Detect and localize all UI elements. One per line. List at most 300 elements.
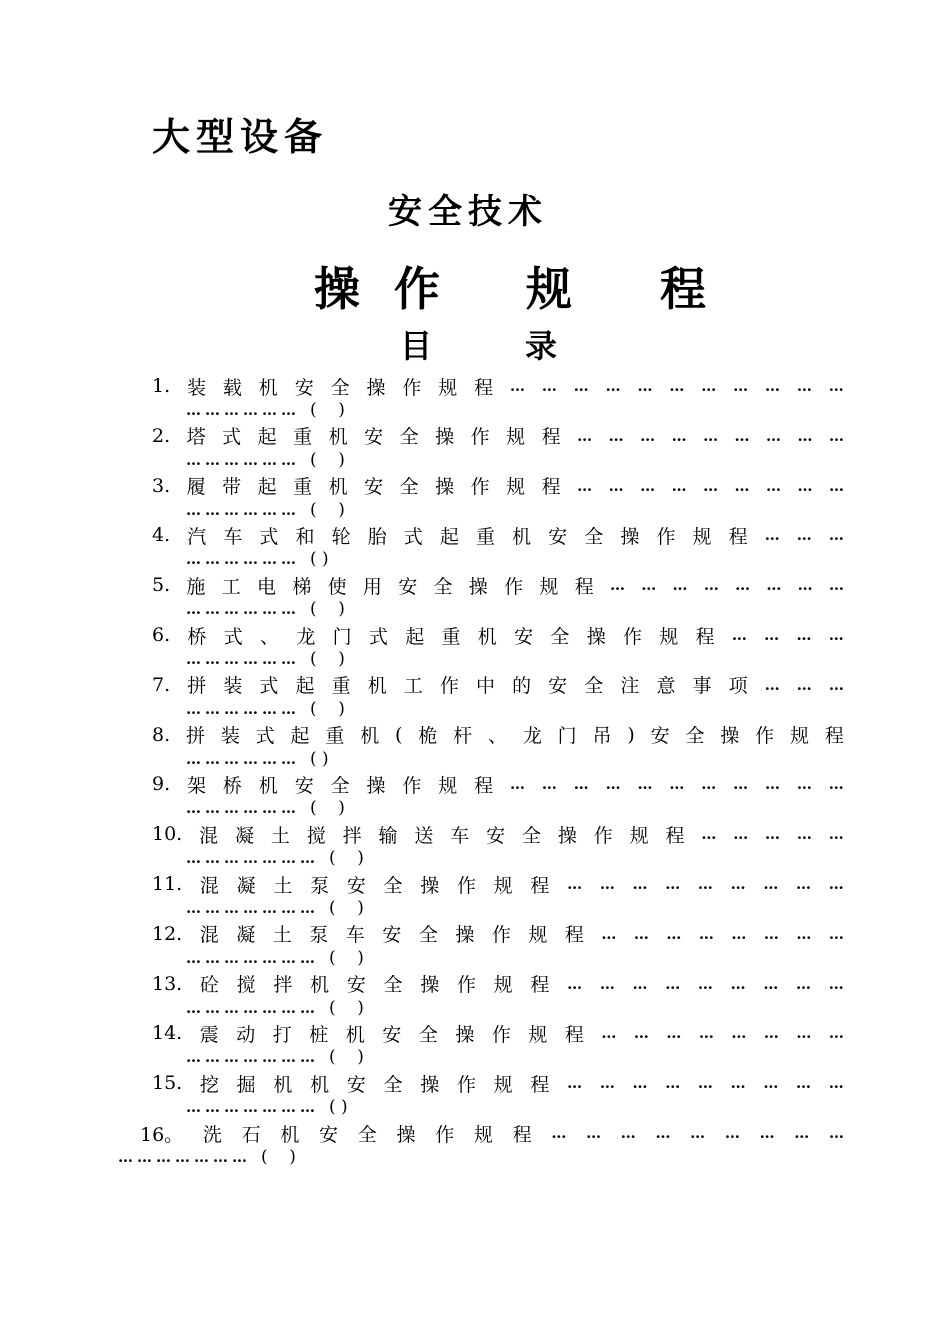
toc-entry-title-char: 使 [327, 575, 347, 598]
toc-entry-title-char: 土 [270, 824, 290, 847]
dot-leader: … [633, 924, 649, 943]
toc-entry-continuation [186, 1045, 364, 1069]
toc-entry-title-char: 操 [420, 974, 440, 997]
toc-entry-title-char: 全 [383, 974, 403, 997]
toc-entry-continuation [118, 1145, 296, 1169]
dot-leader: … [573, 775, 589, 794]
toc-entry-title-char: 规 [629, 824, 649, 847]
toc-entry-title-char: 石 [241, 1123, 261, 1146]
dot-leader: … [666, 924, 682, 943]
dot-leader: … [796, 924, 812, 943]
dot-leader: … [703, 576, 719, 595]
toc-entry-title-char: 作 [491, 924, 511, 947]
toc-entry-number: 14. [152, 1022, 183, 1045]
toc-entry-title-char: 意 [656, 675, 676, 698]
toc-entry-title-char: 安 [364, 476, 384, 499]
toc-entry [0, 474, 950, 524]
toc-entry-title-char: 搅 [306, 824, 326, 847]
dot-leader: … [765, 825, 781, 844]
toc-entry-title-char: 作 [755, 725, 775, 748]
toc-entry-title-char: 重 [441, 625, 461, 648]
dot-leader: … [828, 875, 844, 893]
toc-entry-number: 10. [152, 823, 183, 846]
dot-leader: ………………… [186, 1098, 319, 1117]
toc-entry-title-char: 规 [506, 426, 526, 449]
dot-leader: … [797, 576, 813, 595]
dot-leader: … [510, 377, 526, 395]
toc-entry-number: 15. [152, 1072, 183, 1095]
toc-entry-number: 4. [152, 524, 171, 547]
toc-entry-title-char: 作 [402, 376, 422, 399]
toc-entry-line [152, 374, 844, 398]
toc-entry-title-char: 安 [514, 625, 534, 648]
toc-entry-title-char: 汽 [187, 525, 207, 548]
toc-entry [0, 1121, 950, 1171]
toc-entry-continuation [186, 896, 364, 920]
dot-leader: … [828, 526, 844, 545]
dot-leader: … [764, 626, 780, 644]
toc-entry-title-char: 车 [450, 824, 470, 847]
toc-entry-title-char: 载 [222, 376, 242, 399]
toc-entry-title-char: 操 [366, 376, 386, 399]
dot-leader: … [794, 1124, 810, 1142]
dot-leader: … [641, 576, 657, 595]
toc-entry-title-char: 式 [368, 625, 388, 648]
toc-entry-title-char: 全 [357, 1123, 377, 1146]
dot-leader: … [796, 974, 812, 993]
toc-heading-char: 目 [400, 327, 433, 365]
toc-entry-title-char: 机 [310, 974, 330, 997]
dot-leader: … [828, 775, 844, 794]
toc-entry-title-char: 重 [475, 525, 495, 548]
dot-leader: … [665, 875, 681, 893]
dot-leader: … [577, 426, 593, 445]
toc-entry-title-char: 和 [295, 525, 315, 548]
toc-entry-title-char: ) [627, 723, 635, 746]
toc-entry-title-char: 洗 [202, 1123, 222, 1146]
toc-entry-title-char: 全 [418, 1023, 438, 1046]
toc-entry-page: ( ) [261, 1147, 296, 1167]
dot-leader: … [796, 626, 812, 644]
toc-entry-title-char: 安 [650, 725, 670, 748]
dot-leader: … [697, 974, 713, 993]
dot-leader: … [759, 1124, 775, 1142]
dot-leader: ……………… [186, 401, 300, 419]
dot-leader: … [828, 974, 844, 993]
toc-entry-title-char: 操 [468, 575, 488, 598]
toc-entry-title-char: 土 [273, 874, 293, 897]
dot-leader: … [763, 924, 779, 943]
toc-entry-page: ( ) [329, 848, 364, 869]
toc-entry-title-char: 式 [259, 525, 279, 548]
toc-entry [0, 523, 950, 573]
toc-entry-title-char: 作 [456, 874, 476, 897]
dot-leader: … [551, 1124, 567, 1142]
toc-entry-title-char: 装 [187, 376, 207, 399]
toc-entry-title-char: 机 [367, 675, 387, 698]
toc-entry-title-char: 泵 [310, 874, 330, 897]
toc-entry-title-char: 施 [186, 575, 206, 598]
toc-entry-title-char: 全 [330, 774, 350, 797]
toc-entry-title-char: 程 [728, 525, 748, 548]
toc-entry-title-char: 杆 [453, 725, 473, 748]
toc-entry-title-char: 龙 [522, 725, 542, 748]
toc-entry-title-char: 机 [273, 1073, 293, 1096]
toc-entry-title-char: 操 [435, 476, 455, 499]
toc-entry-continuation [186, 697, 345, 721]
toc-entry-title-char: 操 [455, 1023, 475, 1046]
toc-entry-title-char: 操 [420, 874, 440, 897]
toc-entry-title-char: 混 [199, 824, 219, 847]
toc-entry-continuation [186, 547, 329, 571]
toc-entry-title-char: 架 [187, 774, 207, 797]
toc-entry [0, 972, 950, 1022]
toc-entry-title-char: 起 [290, 725, 310, 748]
dot-leader: … [601, 924, 617, 943]
toc-entry-line [152, 872, 844, 896]
toc-entry-page: ( ) [329, 898, 364, 918]
toc-entry-title-char: 安 [346, 1073, 366, 1096]
toc-entry-number: 1. [152, 375, 171, 397]
toc-entry-title-char: 程 [512, 1123, 532, 1146]
toc-entry-title-char: 车 [223, 525, 243, 548]
toc-entry-title-char: 全 [685, 725, 705, 748]
toc-entry-title-char: 全 [550, 625, 570, 648]
dot-leader: … [763, 1024, 779, 1043]
dot-leader: … [766, 476, 782, 495]
toc-entry-title-char: 桅 [418, 725, 438, 748]
toc-entry-title-char: 安 [486, 824, 506, 847]
dot-leader: … [730, 875, 746, 893]
toc-entry-title-char: 式 [403, 525, 423, 548]
dot-leader: … [640, 426, 656, 445]
toc-entry-title-char: 操 [396, 1123, 416, 1146]
toc-entry-title-char: 全 [418, 924, 438, 947]
dot-leader: … [701, 825, 717, 844]
toc-entry-title-char: 桩 [309, 1023, 329, 1046]
dot-leader: … [671, 426, 687, 445]
dot-leader: … [601, 1024, 617, 1043]
dot-leader: … [637, 775, 653, 794]
toc-entry-title-char: 规 [659, 625, 679, 648]
toc-entry-title-char: 全 [433, 575, 453, 598]
toc-entry-title-char: 起 [295, 675, 315, 698]
toc-entry-title-char: 凝 [234, 824, 254, 847]
toc-entry-page: ( ) [329, 947, 364, 968]
toc-entry-title-char: 龙 [296, 625, 316, 648]
dot-leader: … [796, 377, 812, 395]
toc-entry-line [152, 424, 844, 448]
toc-entry-title-char: 动 [236, 1023, 256, 1046]
toc-entry-title-char: 安 [346, 874, 366, 897]
toc-entry-title-char: 操 [435, 426, 455, 449]
title-char: 作 [394, 262, 440, 316]
toc-entry-number: 7. [152, 673, 171, 696]
toc-entry-title-char: 安 [319, 1123, 339, 1146]
toc-entry-title-char: 机 [258, 774, 278, 797]
toc-entry [0, 673, 950, 723]
dot-leader: … [796, 825, 812, 844]
dot-leader: … [701, 377, 717, 395]
toc-entry-title-char: 桥 [222, 774, 242, 797]
document-title-line-1: 大型设备 [152, 115, 329, 159]
toc-entry-title-char: 操 [366, 774, 386, 797]
toc-entry-title-char: 工 [221, 575, 241, 598]
dot-leader: … [599, 1074, 615, 1093]
toc-entry-title-char: 操 [586, 625, 606, 648]
dot-leader: … [633, 1024, 649, 1043]
toc-entry [0, 623, 950, 673]
toc-entry-title-char: 门 [332, 625, 352, 648]
dot-leader: ………………… [186, 1048, 319, 1067]
toc-entry-title-char: 、 [260, 625, 280, 648]
toc-entry-line [152, 1021, 844, 1045]
toc-entry-title-char: 作 [470, 476, 490, 499]
toc-entry-title-char: 混 [199, 924, 219, 947]
toc-entry [0, 374, 950, 424]
dot-leader: … [632, 875, 648, 893]
toc-entry-title-char: 全 [521, 824, 541, 847]
toc-entry-title-char: 电 [257, 575, 277, 598]
toc-entry-title-char: 吊 [592, 725, 612, 748]
toc-heading-char: 录 [525, 327, 558, 365]
toc-entry-title-char: 程 [530, 1073, 550, 1096]
dot-leader: … [797, 426, 813, 445]
dot-leader: … [541, 775, 557, 794]
toc-entry-title-char: 作 [402, 774, 422, 797]
dot-leader: … [577, 476, 593, 495]
toc-entry-title-char: 全 [399, 476, 419, 499]
toc-entry-title-char: 规 [506, 476, 526, 499]
toc-entry-page: ( ) [329, 1097, 348, 1118]
dot-leader: … [828, 924, 844, 943]
toc-entry-number: 13. [152, 972, 183, 995]
dot-leader: … [731, 924, 747, 943]
dot-leader: … [764, 675, 780, 694]
dot-leader: … [703, 426, 719, 445]
title-char: 规 [526, 262, 572, 316]
toc-entry-title-char: 机 [477, 625, 497, 648]
dot-leader: … [608, 476, 624, 495]
toc-entry [0, 922, 950, 972]
toc-entry-number: 16。 [140, 1123, 184, 1146]
toc-entry-title-char: 起 [405, 625, 425, 648]
toc-entry-title-char: 程 [824, 725, 844, 748]
dot-leader: ………………… [186, 849, 319, 868]
dot-leader: ……………… [186, 500, 300, 519]
toc-entry-title-char: 规 [473, 1123, 493, 1146]
toc-entry [0, 573, 950, 623]
toc-entry-title-char: 输 [378, 824, 398, 847]
toc-entry-title-char: 作 [491, 1023, 511, 1046]
dot-leader: … [567, 974, 583, 993]
toc-entry-title-char: 起 [257, 426, 277, 449]
dot-leader: … [735, 576, 751, 595]
dot-leader: … [671, 476, 687, 495]
toc-entry-page: ( ) [310, 549, 329, 570]
toc-entry-title-char: 机 [310, 1073, 330, 1096]
dot-leader: ………………… [186, 948, 319, 967]
dot-leader: … [703, 476, 719, 495]
toc-entry-title-char: 拼 [187, 675, 207, 698]
dot-leader: … [665, 974, 681, 993]
toc-entry-continuation [186, 1095, 348, 1119]
toc-entry-continuation [186, 946, 364, 970]
dot-leader: … [828, 1124, 844, 1142]
toc-entry-continuation [186, 796, 345, 820]
toc-entry-title-char: 规 [493, 974, 513, 997]
toc-entry-line [140, 1121, 844, 1145]
toc-entry-title-char: 作 [456, 974, 476, 997]
toc-entry-page: ( ) [310, 499, 345, 520]
toc-entry-title-char: 规 [528, 1023, 548, 1046]
dot-leader: … [599, 974, 615, 993]
dot-leader: ……………… [186, 650, 300, 668]
toc-entry-page: ( ) [310, 400, 345, 420]
toc-entry-title-char: 重 [325, 725, 345, 748]
dot-leader: … [764, 526, 780, 545]
toc-entry-title-char: 用 [362, 575, 382, 598]
toc-entry-title-char: 安 [382, 1023, 402, 1046]
toc-entry-title-char: 程 [564, 924, 584, 947]
toc-entry-title-char: 安 [364, 426, 384, 449]
toc-entry [0, 1071, 950, 1121]
toc-entry-continuation [186, 398, 345, 422]
dot-leader: ……………… [186, 450, 300, 469]
toc-entry-title-char: 作 [504, 575, 524, 598]
dot-leader: ……………… [186, 799, 300, 818]
dot-leader: … [734, 476, 750, 495]
dot-leader: … [829, 476, 844, 495]
toc-entry-title-char: 程 [574, 575, 594, 598]
dot-leader: ………………… [186, 899, 319, 917]
toc-entry-title-char: 规 [493, 1073, 513, 1096]
toc-entry-title-char: 项 [728, 675, 748, 698]
toc-entry-number: 6. [152, 624, 171, 646]
toc-entry-page: ( ) [310, 748, 329, 769]
toc-entry-title-char: 重 [331, 675, 351, 698]
title-char: 程 [660, 262, 706, 316]
dot-leader: … [605, 775, 621, 794]
toc-entry-number: 2. [152, 424, 171, 447]
toc-entry [0, 822, 950, 872]
toc-entry-continuation [186, 647, 345, 671]
dot-leader: … [763, 974, 779, 993]
dot-leader: … [665, 1074, 681, 1093]
toc-entry-page: ( ) [310, 599, 345, 620]
toc-entry-title-char: 塔 [186, 426, 206, 449]
toc-entry-title-char: 中 [475, 675, 495, 698]
toc-entry-title-char: 拼 [185, 725, 205, 748]
dot-leader: … [765, 377, 781, 395]
toc-entry-title-char: 轮 [331, 525, 351, 548]
toc-entry-page: ( ) [310, 649, 345, 669]
toc-entry-title-char: 混 [199, 874, 219, 897]
toc-entry-page: ( ) [310, 449, 345, 470]
toc-entry-title-char: 式 [255, 725, 275, 748]
toc-entry-title-char: 作 [456, 1073, 476, 1096]
dot-leader: ……………… [186, 749, 300, 768]
toc-entry-title-char: 机 [512, 525, 532, 548]
dot-leader: … [690, 1124, 706, 1142]
toc-entry-title-char: 起 [257, 476, 277, 499]
dot-leader: … [608, 426, 624, 445]
dot-leader: … [734, 426, 750, 445]
dot-leader: … [567, 1074, 583, 1093]
toc-entry-title-char: 桥 [187, 625, 207, 648]
dot-leader: … [666, 1024, 682, 1043]
toc-entry-line [152, 822, 844, 846]
toc-entry-title-char: 安 [548, 675, 568, 698]
toc-entry [0, 424, 950, 474]
toc-entry-title-char: 的 [512, 675, 532, 698]
toc-entry [0, 723, 950, 773]
toc-entry-title-char: 安 [382, 924, 402, 947]
dot-leader: … [828, 825, 844, 844]
toc-entry-title-char: 拌 [342, 824, 362, 847]
toc-entry-continuation [186, 846, 364, 870]
dot-leader: … [724, 1124, 740, 1142]
toc-entry-title-char: 作 [435, 1123, 455, 1146]
toc-entry-title-char: 程 [665, 824, 685, 847]
toc-entry-title-char: 程 [474, 376, 494, 399]
toc-entry-title-char: 机 [328, 476, 348, 499]
toc-entry-continuation [186, 996, 364, 1020]
dot-leader: … [765, 775, 781, 794]
toc-entry-title-char: 规 [789, 725, 809, 748]
toc-entry-title-char: 操 [720, 725, 740, 748]
dot-leader: ………………… [186, 998, 319, 1017]
toc-entry-title-char: 机 [360, 725, 380, 748]
toc-entry-title-char: 安 [294, 376, 314, 399]
toc-entry-title-char: 程 [564, 1023, 584, 1046]
toc-entry-title-char: 搅 [236, 974, 256, 997]
dot-leader: ……………… [186, 550, 300, 569]
toc-entry-page: ( ) [329, 1047, 364, 1068]
dot-leader: … [672, 576, 688, 595]
dot-leader: … [766, 426, 782, 445]
toc-entry-title-char: 规 [539, 575, 559, 598]
dot-leader: … [733, 775, 749, 794]
toc-entry-line [152, 673, 844, 697]
toc-entry-title-char: 作 [622, 625, 642, 648]
dot-leader: … [829, 426, 844, 445]
toc-entry-title-char: 规 [438, 376, 458, 399]
dot-leader: ……………… [186, 699, 300, 718]
dot-leader: … [796, 675, 812, 694]
toc-entry-title-char: 操 [420, 1073, 440, 1096]
toc-entry-title-char: 程 [695, 625, 715, 648]
toc-entry-title-char: 操 [455, 924, 475, 947]
toc-entry-title-char: 、 [487, 725, 507, 748]
toc-entry-title-char: 规 [528, 924, 548, 947]
dot-leader: … [573, 377, 589, 395]
toc-entry-title-char: 事 [692, 675, 712, 698]
document-title-line-2: 安全技术 [388, 192, 548, 232]
dot-leader: … [796, 775, 812, 794]
dot-leader: … [586, 1124, 602, 1142]
toc-entry-title-char: 泵 [309, 924, 329, 947]
dot-leader: … [697, 875, 713, 893]
dot-leader: … [730, 1074, 746, 1093]
dot-leader: … [697, 1074, 713, 1093]
toc-entry-title-char: 履 [186, 476, 206, 499]
toc-entry-title-char: 规 [493, 874, 513, 897]
dot-leader: … [828, 377, 844, 395]
toc-entry-title-char: 安 [398, 575, 418, 598]
dot-leader: … [698, 1024, 714, 1043]
dot-leader: … [731, 626, 747, 644]
